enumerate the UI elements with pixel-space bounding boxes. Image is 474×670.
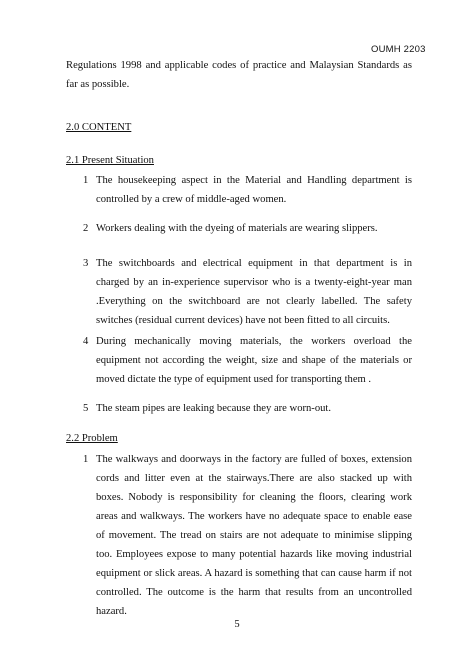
list-item-number: 3 [83, 258, 89, 269]
list-item-text: Workers dealing with the dyeing of materials are wearing slippers. [96, 223, 378, 234]
course-code: OUMH 2203 [371, 44, 426, 55]
list-item [66, 219, 412, 238]
list-item-text: During mechanically moving materials, the workers overload the equipment not according the weight, size and shape of the materials or moved dictate the type of equipment used for transporting them . [96, 336, 412, 385]
list-item-text: The steam pipes are leaking because they are worn-out. [96, 403, 332, 414]
list-item-text: The housekeeping aspect in the Material and Handling department is controlled by a crew of middle-aged women. [96, 175, 412, 205]
list-item-number: 1 [83, 175, 89, 186]
list-item-text: The walkways and doorways in the factory are fulled of boxes, extension cords and litter even at the stairways.There are also stacked up with boxes. Nobody is responsibility for cleaning the floors, clearing work areas and walkways. The workers have no adequate space to enable ease of movement. The tread on stairs are not adequate to minimise slipping too. Employees expose to many potential hazards like moving industrial equipment or slick areas. A hazard is something that can cause harm if not controlled. The outcome is the harm that results from an uncontrolled hazard. [96, 454, 412, 617]
intro-paragraph: Regulations 1998 and applicable codes of practice and Malaysian Standards as far as possible. [66, 60, 412, 90]
list-item-text: The switchboards and electrical equipment in that department is in charged by an in-experience supervisor who is a twenty-eight-year man .Everything on the switchboard are not clearly labelled. The safety switches (residual current devices) have not been fitted to all circuits. [96, 258, 412, 326]
list-item [66, 332, 412, 389]
list-item [66, 450, 412, 621]
list-item-number: 1 [83, 454, 89, 465]
section-heading-content: 2.0 CONTENT [66, 122, 132, 133]
section-heading-problem: 2.2 Problem [66, 433, 118, 444]
list-item [66, 399, 412, 418]
list-item [66, 171, 412, 209]
list-item-number: 5 [83, 403, 89, 414]
page-number: 5 [234, 619, 240, 630]
section-heading-present-situation: 2.1 Present Situation [66, 155, 154, 166]
list-item [66, 254, 412, 330]
list-item-number: 2 [83, 223, 89, 234]
list-item-number: 4 [83, 336, 89, 347]
